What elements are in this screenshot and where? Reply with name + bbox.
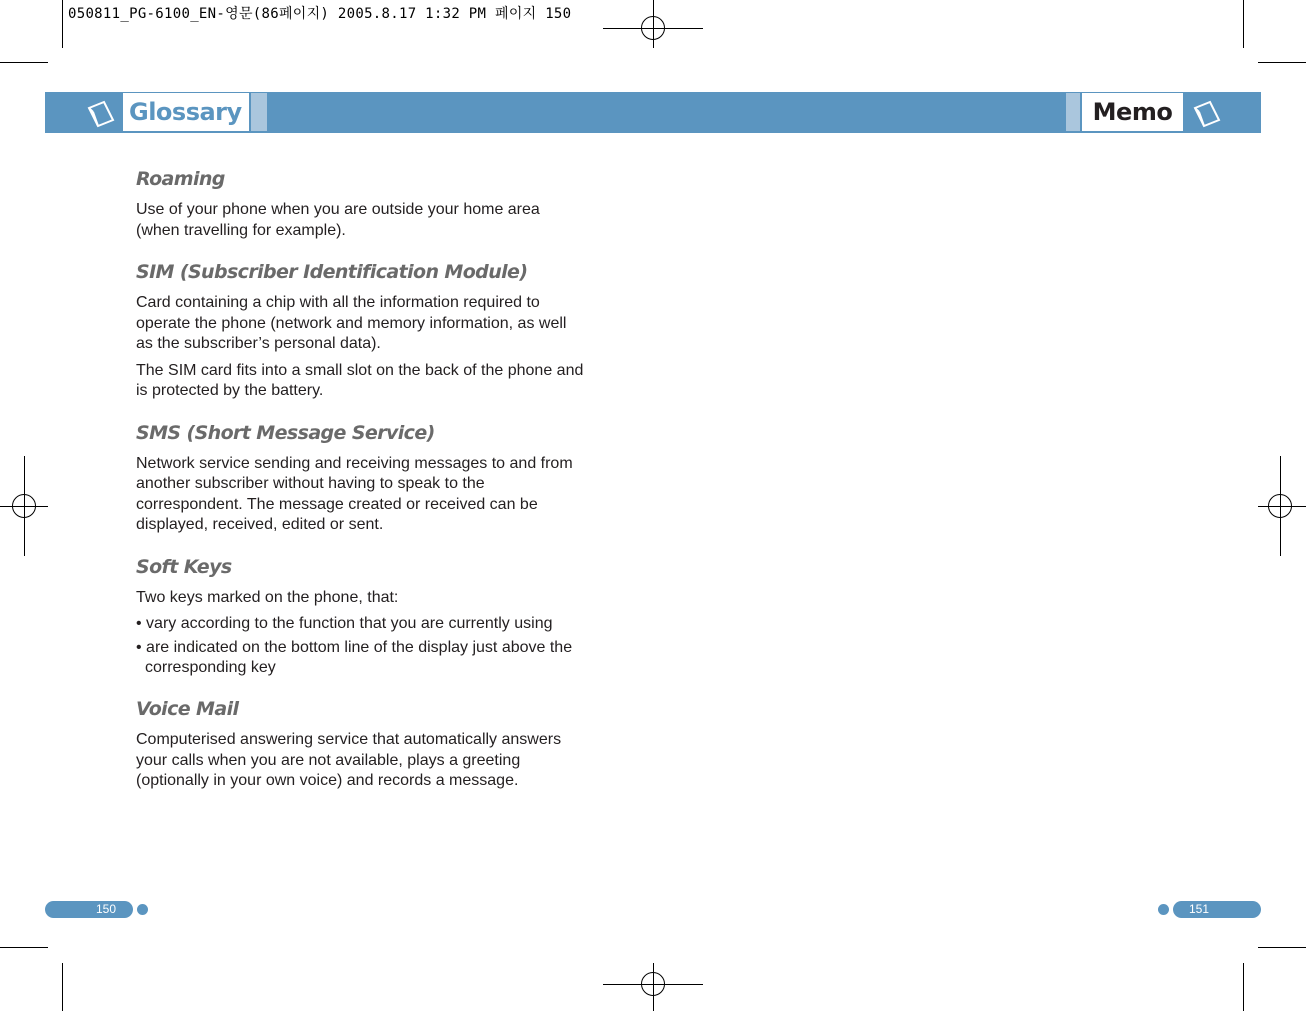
page-number-left-text: 150 [96,902,117,916]
glossary-entry-voice-mail [136,696,586,792]
bullet-item: • vary according to the function that you are currently using [136,615,553,632]
header-stripe-left [251,93,267,131]
glossary-title: Glossary [123,93,249,131]
term-heading: SMS (Short Message Service) [136,421,435,444]
definition-text: Network service sending and receiving messages to and from another subscriber without having to speak to the correspondent. The message created or received can be displayed, received, edited or sent. [136,454,573,533]
term-heading: Voice Mail [136,698,239,720]
page-dot-left [137,904,148,915]
definition-text: Computerised answering service that automatically answers your calls when you are not available, plays a greeting (optionally in your own voice) and records a message. [136,731,562,789]
header-stripe-right [1066,93,1080,131]
glossary-list [136,166,586,810]
term-heading: Soft Keys [136,555,232,578]
definition-text: Two keys marked on the phone, that: [136,588,399,606]
glossary-entry-sim [136,259,586,402]
notepad-icon [1190,98,1224,130]
page-number-right-text: 151 [1189,902,1210,916]
page-number-left [45,901,133,918]
definition-text: Use of your phone when you are outside your home area (when travelling for example). [136,201,540,239]
glossary-entry-sms [136,420,586,536]
page-number-right [1173,901,1261,918]
page-dot-right [1158,904,1169,915]
memo-title: Memo [1082,93,1183,131]
print-slug: 050811_PG-6100_EN-영문(86페이지) 2005.8.17 1:32 PM 페이지 150 [68,6,572,22]
glossary-entry-soft-keys [136,554,586,679]
glossary-entry-roaming [136,166,586,241]
term-heading: Roaming [136,168,225,190]
notepad-icon [84,98,118,130]
term-heading: SIM (Subscriber Identification Module) [136,261,528,283]
bullet-item: • are indicated on the bottom line of the display just above the corresponding key [136,639,573,676]
definition-text: Card containing a chip with all the information required to operate the phone (network and memory information, as well as the subscriber’s personal data). [136,294,567,352]
definition-text: The SIM card fits into a small slot on the back of the phone and is protected by the battery. [136,361,584,399]
